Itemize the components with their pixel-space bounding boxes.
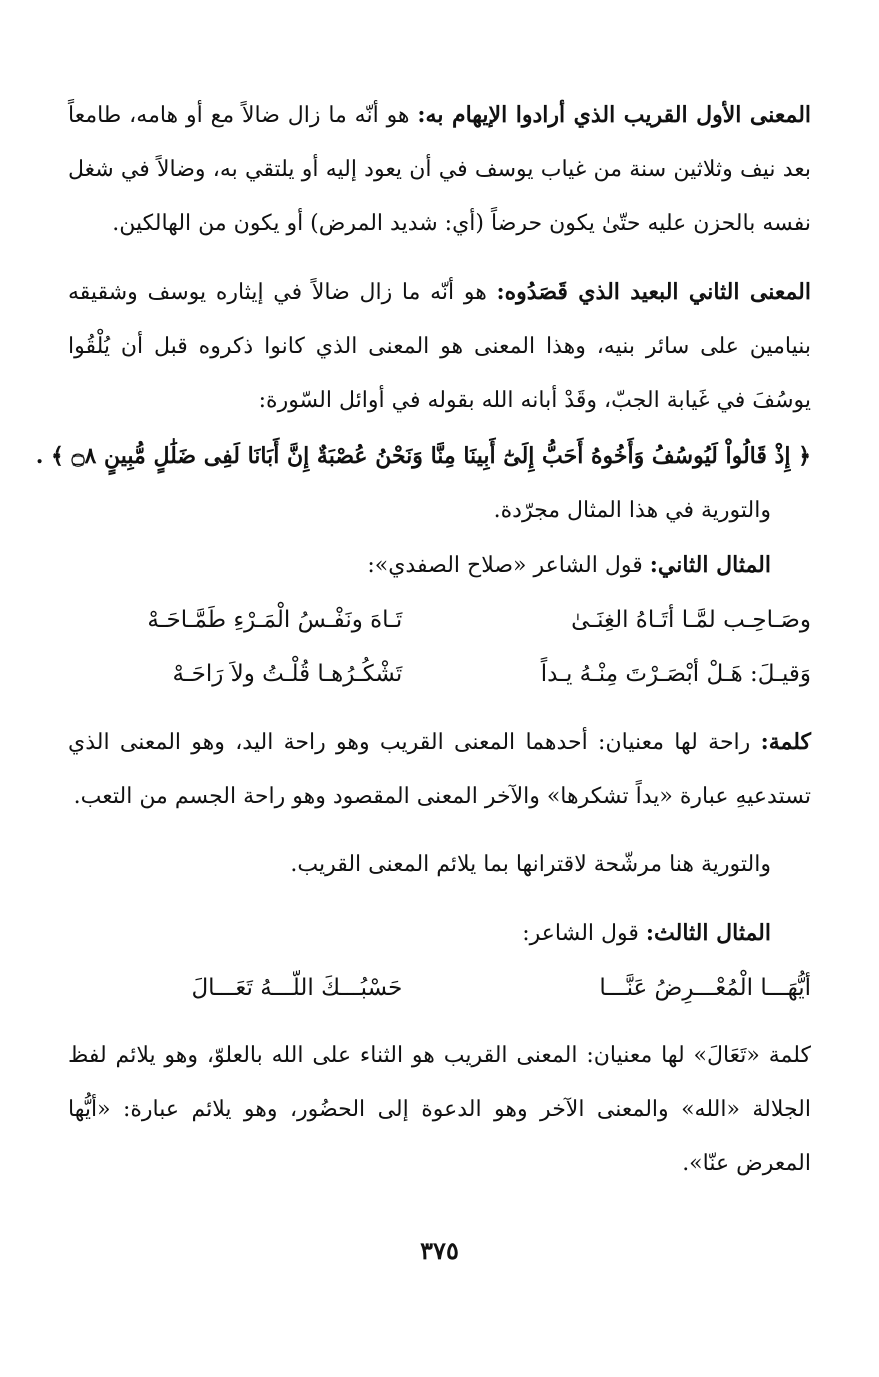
first-meaning-text: هو أنّه ما زال ضالاً مع أو هامه، طامعاً بعد نيف وثلاثين سنة من غياب يوسف في أن يعود إليه أو يلتقي به، وضالاً في شغل نفسه بالحزن عليه حتّىٰ يكون حرضاً (أي: شديد المرض) أو يكون من الهالكين. [68, 103, 811, 236]
example-two-intro [68, 538, 811, 593]
poem-verse-1-first-hemistich: وصَـاحِـب لمَّـا أتَـاهُ الغِنَـىٰ [571, 607, 811, 633]
poem-verse-2-first-hemistich: وَقيـلَ: هَـلْ أبْصَـرْتَ مِنْـهُ يـداً [540, 661, 811, 687]
paragraph-raha-word [68, 715, 811, 824]
second-meaning-text: هو أنّه ما زال ضالاً في إيثاره يوسف وشقيقه بنيامين على سائر بنيه، وهذا المعنى هو المعنى الذي كانوا ذكروه قبل أن يُلْقُوا يوسُفَ في غَيابة الجبّ، وقَدْ أبانه الله بقوله في أوائل السّورة: [68, 280, 811, 413]
paragraph-second-meaning [68, 265, 811, 428]
poem-verse-3-second-hemistich: حَسْبُـــكَ اللّـــهُ تَعَـــالَ [191, 975, 403, 1001]
first-meaning-heading: المعنى الأول القريب الذي أرادوا الإيهام به: [417, 102, 812, 128]
raha-word-heading: كلمة: [760, 729, 811, 755]
poem-verse-1 [68, 593, 811, 647]
second-meaning-heading: المعنى الثاني البعيد الذي قَصَدُوه: [496, 279, 811, 305]
quran-verse: ﴿ إِذْ قَالُواْ لَيُوسُفُ وَأَخُوهُ أَحَبُّ إِلَىٰٓ أَبِينَا مِنَّا وَنَحْنُ عُصْبَةٌ إِنَّ أَبَانَا لَفِى ضَلَٰلٍ مُّبِينٍ ۝٨ ﴾ . [35, 443, 811, 469]
example-three-intro [68, 906, 811, 961]
poem-verse-3-first-hemistich: أيُّهَـــا الْمُعْـــرِضُ عَنَّـــا [599, 975, 811, 1001]
poem-verse-1-second-hemistich: تَـاهَ ونَفْـسُ الْمَـرْءِ طَمَّـاحَـهْ [147, 607, 403, 633]
poem-verse-3 [68, 961, 811, 1015]
paragraph-taala-word: كلمة «تَعَالَ» لها معنيان: المعنى القريب هو الثناء على الله بالعلوّ، وهو يلائم لفظ الجلالة «الله» والمعنى الآخر وهو الدعوة إلى الحضُور، وهو يلائم عبارة: «أيُّها المعرض عنّا». [68, 1043, 811, 1176]
poem-verse-2 [68, 647, 811, 701]
example-three-text: قول الشاعر: [522, 921, 646, 946]
page-number: ٣٧٥ [420, 1236, 459, 1265]
example-two-text: قول الشاعر «صلاح الصفدي»: [367, 553, 650, 578]
example-three-heading: المثال الثالث: [645, 920, 771, 946]
raha-word-text: راحة لها معنيان: أحدهما المعنى القريب وهو راحة اليد، وهو المعنى الذي تستدعيهِ عبارة «يداً تشكرها» والآخر المعنى المقصود وهو راحة الجسم من التعب. [68, 730, 811, 809]
example-two-heading: المثال الثاني: [649, 552, 771, 578]
paragraph-first-meaning [68, 88, 811, 251]
poem-verse-2-second-hemistich: تَشْكُـرُهـا قُلْـتُ ولاَ رَاحَـهْ [172, 661, 403, 687]
paragraph-tawriya-murashaha: والتورية هنا مرشّحة لاقترانها بما يلائم المعنى القريب. [290, 852, 771, 877]
paragraph-tawriya-mujarrada: والتورية في هذا المثال مجرّدة. [493, 498, 771, 523]
